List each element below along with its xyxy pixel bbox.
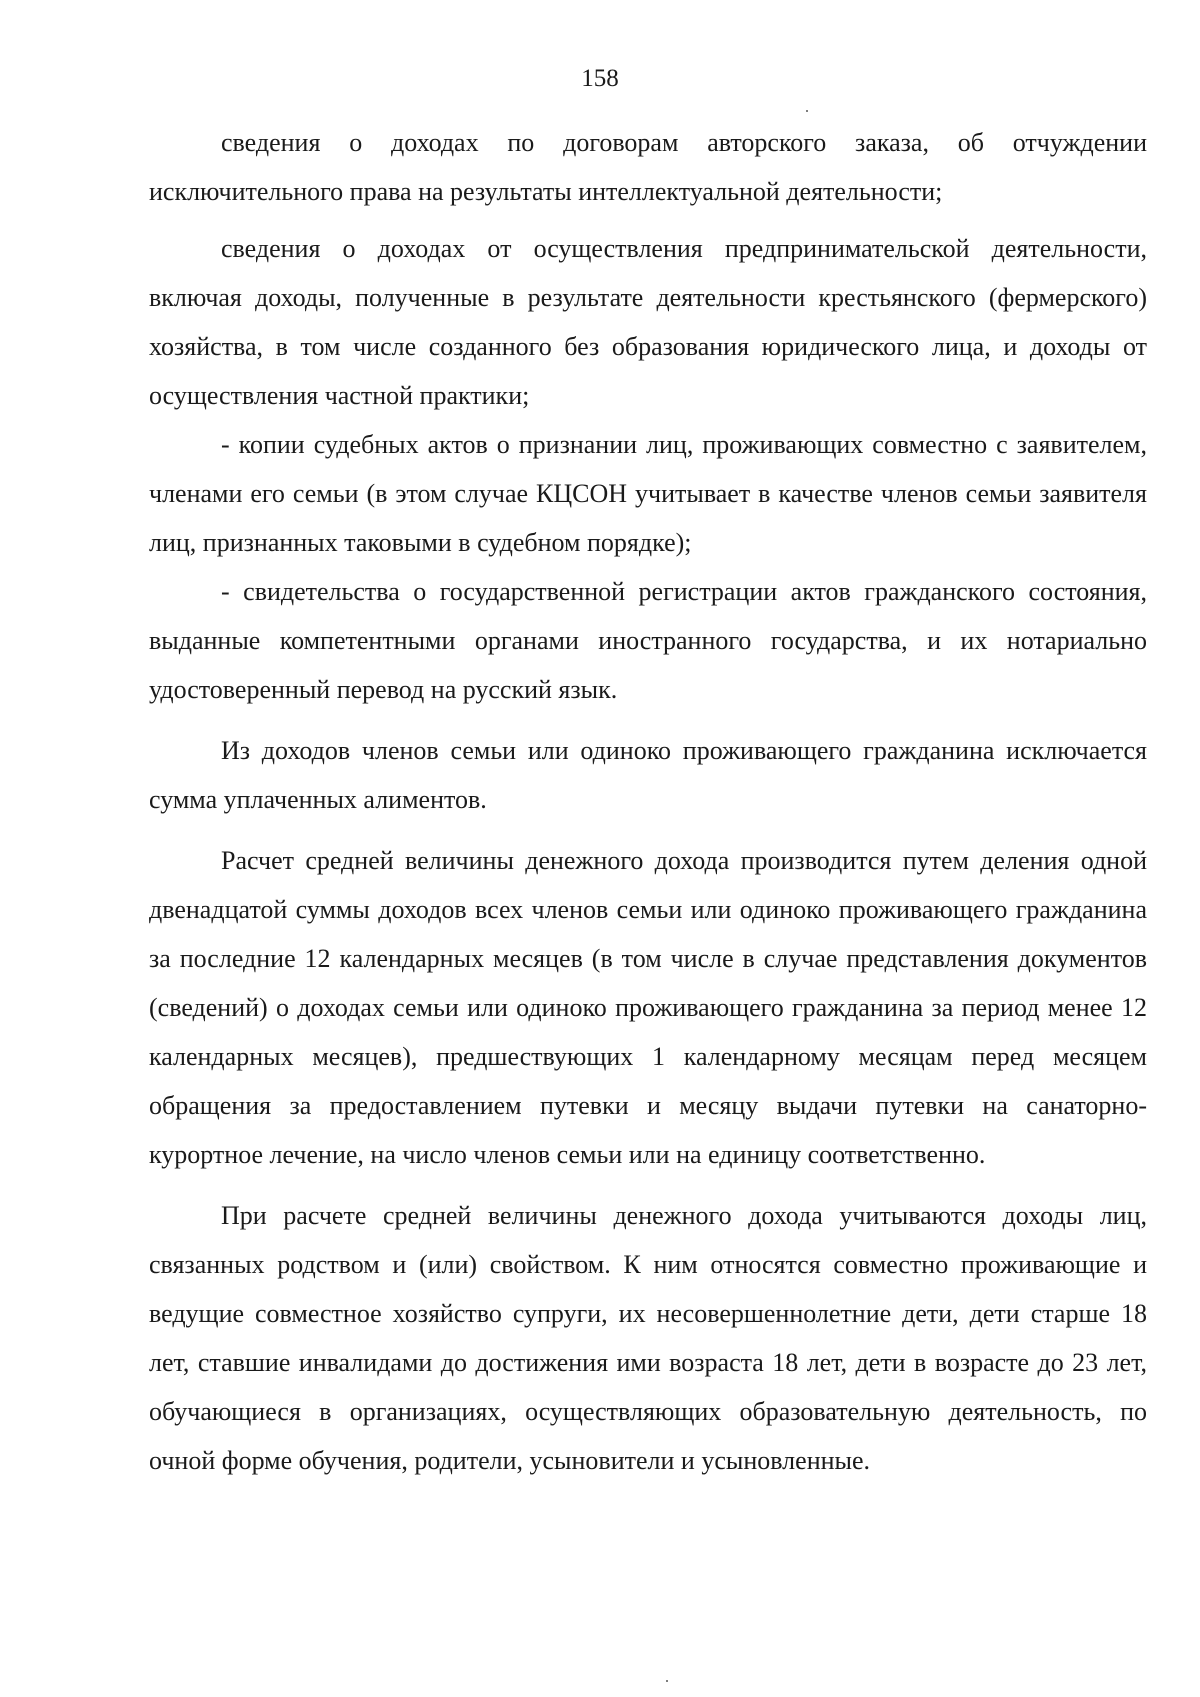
paragraph-author-order-income: сведения о доходах по договорам авторского заказа, об отчуждении исключительного права на результаты интеллектуальной деятельности;: [149, 128, 1147, 206]
paragraph-civil-status-certificates: - свидетельства о государственной регистрации актов гражданского состояния, выданные компетентными органами иностранного государства, и их нотариально удостоверенный перевод на русский язык.: [149, 577, 1147, 704]
scan-speck: [666, 1680, 668, 1682]
paragraph-business-income: сведения о доходах от осуществления предпринимательской деятельности, включая доходы, полученные в результате деятельности крестьянского (фермерского) хозяйства, в том числе созданного без образования юридического лица, и доходы от осуществления частной практики;: [149, 234, 1147, 410]
page-number: 158: [581, 65, 619, 92]
paragraph-court-acts: - копии судебных актов о признании лиц, проживающих совместно с заявителем, членами его семьи (в этом случае КЦСОН учитывает в качестве членов семьи заявителя лиц, признанных таковыми в судебном порядке);: [149, 430, 1147, 557]
paragraph-alimony: Из доходов членов семьи или одиноко проживающего гражданина исключается сумма уплаченных алиментов.: [149, 736, 1147, 814]
scan-speck: [806, 110, 808, 112]
paragraph-average-income-calculation: Расчет средней величины денежного дохода производится путем деления одной двенадцатой суммы доходов всех членов семьи или одиноко проживающего гражданина за последние 12 календарных месяцев (в том числе в случае представления документов (сведений) о доходах семьи или одиноко проживающего гражданина за период менее 12 календарных месяцев), предшествующих 1 календарному месяцам перед месяцем обращения за предоставлением путевки и месяцу выдачи путевки на санаторно-курортное лечение, на число членов семьи или на единицу соответственно.: [149, 846, 1147, 1169]
paragraph-family-members: При расчете средней величины денежного дохода учитываются доходы лиц, связанных родством и (или) свойством. К ним относятся совместно проживающие и ведущие совместное хозяйство супруги, их несовершеннолетние дети, дети старше 18 лет, ставшие инвалидами до достижения ими возраста 18 лет, дети в возрасте до 23 лет, обучающиеся в организациях, осуществляющих образовательную деятельность, по очной форме обучения, родители, усыновители и усыновленные.: [149, 1201, 1147, 1475]
body-text: [149, 118, 1147, 1485]
